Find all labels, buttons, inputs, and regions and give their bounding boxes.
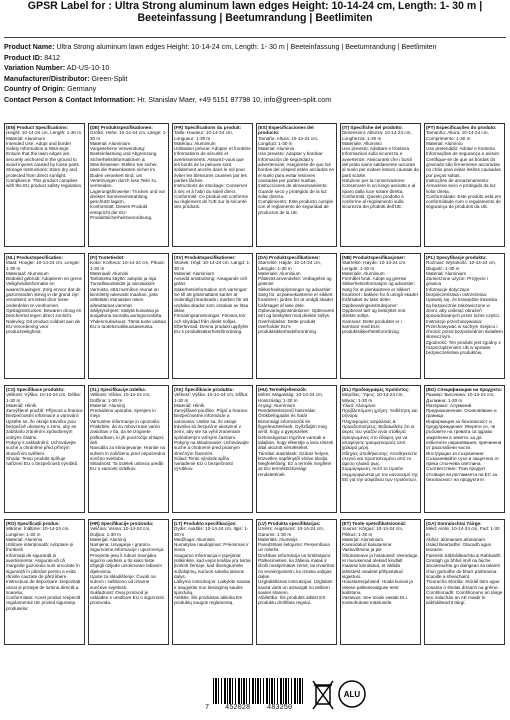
spec-text: Storlek: Höjd: 10-14-24 cm, Längd: 1-30 m Material: Aluminium Avsedd användning: Antagande och gräns Säkerhetsinformation och varningar: Se till att gräsmattans kanter är ordentligt förankrade i marken för att undvika skador som orsakas av lösa delar. Förvaringsanvisningar: Förvara torr och skyddad från direkt solljus. Efterlevnad: Denna produkt uppfyller EU:s produktsäkerhetsförordning. bbox=[174, 260, 251, 335]
divider bbox=[4, 37, 506, 38]
spec-box bbox=[424, 253, 505, 379]
spec-heading: (NL) Productspecificaties: bbox=[6, 255, 63, 260]
spec-text: Størrelse: Høyde: 10-14-24 cm, Lengde: 1-30 m Materiale: Aluminium Formålet bruk: Adopt og grense Sikkerhetsinformasjon og advarsler: Sørg for at plenkantene er sikkert forankret i bakken for å unngå skader forårsaket av løse deler. Oppbevaringsinstruksjoner: Oppbevar tørt og beskyttet mot direkte sollys. Samsvar: Dette produktet er i samsvar med EUs produktsikkerhetsforordning. bbox=[342, 260, 419, 335]
spec-box bbox=[4, 253, 85, 379]
spec-text: Height: 10-14-24 cm, Length: 1-30 m Material: Aluminum Intended Use: Adopt and border Safety Information & Warnings: Ensure that the lawn edges are securely anchored in the ground to avoid injuries caused by loose parts. Storage Instructions: Store dry and protected from direct sunlight. Compliance: This product complies with the EU product safety regulation. bbox=[6, 130, 83, 189]
spec-heading: (SL) Specifikacije izdelka: bbox=[90, 387, 147, 392]
spec-box bbox=[340, 123, 421, 247]
variation-label: Variation Number: bbox=[4, 64, 66, 73]
spec-heading: (ES) Especificaciones del producto: bbox=[258, 125, 314, 136]
spec-text: Izmērs: Augstums: 10-14-24 cm, Garums: 1-30 m Materiāls: Alumīnijs Paredzētais lietojums: Pieņemšana un robeža Drošības informācija un brīdinājumi: Pārliecinieties, ka zāliena malas ir droši nostiprinātas zemē, lai izvairītos no ievainojumiem, ko izraisa vaļīgas daļas. Uzglabāšanas instrukcijas: Uzglabāt sausā vietā un aizsargāt no tiešiem saules stariem. Atbilstība: Šis produkts atbilst ES produktu drošības regulai. bbox=[258, 526, 335, 606]
spec-text: Koko: Korkeus: 10-14-24 cm, Pituus: 1-30 m Materiaali: Alumiini Tarkoitettu käyttö: adoptio ja raja Turvallisuustiedot ja varoitukset: Varmista, että nurmikon reunat on kiinnitetty tukevasti maahan, jotta vältetään irtonaisten osien aiheuttamat vammat. Säilytysohjeet: Säilytä kuivassa ja suojattuna suoralta auringonvalolta. Yhdenmukaisuus: Tämä tuote vastaa EU:n tuoteturvallisuusasetusta. bbox=[90, 260, 166, 329]
spec-text: Rozmiar: Wysokość: 10-14-24 cm, Długość: 1-30 m Materiał: Aluminium Zamierzone użycie: Przyjęcie i granica Informacje dotyczące bezpieczeństwa i ostrzeżenia: Upewnij się, że krawędzie trawnika są bezpiecznie zakotwiczone w ziemi, aby uniknąć obrażeń spowodowanych przez luźne części. Instrukcje przechowywania: Przechowywać w suchym miejscu i chronić przed bezpośrednim światłem słonecznym. Zgodność: Ten produkt jest zgodny z rozporządzeniem UE w sprawie bezpieczeństwa produktów. bbox=[426, 260, 503, 356]
spec-text: Méid: Airde: 10-14-24 cm, Fad: 1-30 m Ábhar: alúmanam alúmanam Úsáid Beartaithe: Glacadh agus teorainn Faisnéis Sábháilteachta & Rabhaidh: Cinntigh go bhfuil imill na faiche ancaireachta go daingean sa talamh chun gortuithe de bharr páirteanna scaoilte a sheachaint. Treoracha Stórála: Stóráil tirim agus cosanta ó sholas díreach na gréine. Comhlíonadh: Comhlíonann an táirge seo rialachán an AE maidir le sábháilteacht táirgí. bbox=[426, 526, 503, 606]
spec-box bbox=[256, 519, 337, 645]
spec-box bbox=[4, 519, 85, 645]
recycle-bin-icon bbox=[313, 681, 333, 709]
product-info bbox=[4, 42, 508, 106]
manufacturer-row bbox=[4, 74, 508, 85]
product-id-label: Product ID: bbox=[4, 53, 43, 62]
spec-box bbox=[172, 123, 253, 247]
spec-box bbox=[424, 519, 505, 645]
manufacturer-label: Manufacturer/Distributor: bbox=[4, 74, 90, 83]
spec-heading: (SK) Špecifikácie produktu: bbox=[174, 387, 234, 392]
spec-heading: (BG) Спецификации на продукта: bbox=[426, 387, 503, 392]
spec-box bbox=[340, 253, 421, 379]
spec-text: Veľkosť: Výška: 10-14-24 cm, Dĺžka: 1-30 m Materiál: Hliník Zamýšľané použitie: Prijať a hranice Bezpečnostné informácie a varovania: Uistite sa, že okraje trávnika sú bezpečne ukotvené v zemi, aby ste sa vyhli zraneniam spôsobeným voľnými časťami. Pokyny na skladovanie: Uchovávajte suché a chránené pred priamym slnečným žiarením. Súlad: Tento výrobok spĺňa nariadenie EÚ o bezpečnosti výrobkov. bbox=[174, 392, 249, 472]
barcode-right-digits: 483250 bbox=[267, 704, 293, 712]
spec-heading: (CS) Specifikace produktu: bbox=[6, 387, 65, 392]
spec-heading: (NB) Produktspesifikasjoner: bbox=[342, 255, 406, 260]
spec-text: Suurus: Kõrgus: 10-14-24 cm, Pikkus: 1-30 m Materjal: Alumiinium Kavandatud kasutamine: Vastuvõtmine ja piir Ohutusteave ja hoiatused: Veenduge, et muruservad oleksid kindlalt maasse kinnitatud, et vältida lahtistest osadest põhjustatud vigastusi. Hoiustamisjuhised: Hoida kuivas ja otsese päikesevalguse eest kaitstuna. Vastavus: See toode vastab ELi tooteohutuse määrusele. bbox=[342, 526, 419, 606]
manufacturer-value: Green-Split bbox=[91, 74, 128, 83]
spec-heading: (FR) Spécifications du produit: bbox=[174, 125, 242, 130]
spec-heading: (PT) Especificações do produto: bbox=[426, 125, 497, 130]
spec-box bbox=[88, 385, 169, 513]
barcode-first-digit: 7 bbox=[205, 704, 210, 712]
spec-text: Μέγεθος: Ύψος: 10-14-24 cm, Μήκος: 1-30 m Υλικό: Αλουμίνιο Προβλεπόμενη χρήση: Υιοθέτηση και σύνορα Πληροφορίες ασφάλειας & προειδοποιήσεις: Βεβαιωθείτε ότι οι άκρες του γκαζόν είναι σταθερά αγκυρωμένες στο έδαφος για να αποφύγετε τραυματισμούς από χαλαρά μέρη. Οδηγίες αποθήκευσης: Αποθηκεύστε στεγνό και προστατευμένο από το άμεσο ηλιακό φως. Συμμόρφωση: Αυτό το προϊόν συμμορφώνεται με τον κανονισμό της ΕΕ για την ασφάλεια των προϊόντων. bbox=[342, 392, 419, 483]
spec-box bbox=[340, 385, 421, 513]
country-value: Germany bbox=[67, 85, 97, 94]
country-label: Country of Origin: bbox=[4, 85, 66, 94]
spec-text: Dydis: Aukštis: 10-14-24 cm, Ilgis: 1-30 m Medžiaga: Aliuminis Numatytas naudojimas: Priėmimas ir siena Saugumo informacija ir įspėjimai: Įsitikinkite, kad vejos kraštai yra tvirtai įtvirtinti žemėje, kad išvengtumėte sužalojimų, kuriuos sukelia laisvos dalys. Laikymo instrukcijos: Laikykite sausai ir saugokite nuo tiesioginių saulės spindulių. Atitiktis: Šis produktas atitinka ES produktų saugos reglamentą. bbox=[174, 526, 251, 606]
spec-text: Méret: Magasság: 10-14-24 cm, Hosszúság: 1-30 m Anyag: Alumínium Rendeltetésszerű használat: Örökbefogadás és határ Biztonsági információk és figyelmeztetések: Győződjön meg arról, hogy a gyepszélek biztonságosan rögzítve vannak a talajban, hogy elkerülje a laza részek által okozott sérüléseket. Tárolási utasítások: Száraz helyen, közvetlen napfénytől védve tárolja. Megfelelőség: Ez a termék megfelel az EU termékbiztonsági rendeletének. bbox=[258, 392, 334, 477]
spec-text: Veličina: Visina: 10-14-24 cm, Duljina: 1-30 m Materijal: Aluminij Namjena: Usvajanje i granica Sigurnosne informacije i upozorenja: Provjerite jesu li rubovi travnjaka sigurno usidreni u tlo kako biste izbjegli ozljede uzrokovane labavim dijelovima. Upute za skladištenje: Čuvati na suhom i zaštićeno od izravne sunčeve svjetlosti. Sukladnost: Ovaj proizvod je usklađen s uredbom EU o sigurnosti proizvoda. bbox=[90, 526, 165, 606]
spec-heading: (EL) Προδιαγραφές προϊόντος: bbox=[342, 387, 410, 392]
product-name-value: Ultra Strong aluminum lawn edges Height: 10-14-24 cm, Length: 1- 30 m | Beeteinfassung | Beetumrandung | Beetlimiten bbox=[56, 43, 437, 51]
spec-text: Размер: Височина: 10-14-24 cm, Дължина: 1-30 m Материал: Алуминий Предназначение: Осиновяване и граница Информация за безопасност и предупреждения: Уверете се, че ръбовете на тревата са здраво закрепени в земята, за да избегнете наранявания, причинени от разхлабени части. Инструкции за съхранение: Съхранявайте сухо и защитено от пряка слънчева светлина. Съответствие: Този продукт отговаря на регламента на ЕС за безопасност на продуктите. bbox=[426, 392, 502, 483]
country-row bbox=[4, 84, 508, 95]
spec-text: Größe: Höhe: 10-14-24 cm, Länge: 1-30 m Material: Aluminium Vorgesehene Verwendung: Beeteinfassung und Abgrenzung Sicherheitsinformationen & Warnhinweise: Stellen Sie sicher, dass die Rasenkanten sicher im Boden verankert sind, um Verletzungen durch lose Teile zu vermeiden. Lagerungshinweise: Trocken und vor direkter Sonneneinstrahlung geschützt lagern. Konformität: Dieses Produkt entspricht der EU-Produktsicherheitsverordnung. bbox=[90, 130, 167, 221]
spec-text: Taille: Hauteur: 10-14-24 cm, Longueur: 1-30 m Matériau: Aluminium Utilisation prévue: Adopter et frontière Informations de sécurité et avertissements: Assurez-vous que les bords de la pelouse sont solidement ancrés dans le sol pour éviter les blessures causées par les parties lâches. Instructions de stockage: Conserver à sec et à l'abri du soleil direct. Conformité: Ce produit est conforme au règlement de l'UE sur la sécurité des produits. bbox=[174, 130, 251, 210]
spec-box bbox=[424, 385, 505, 513]
spec-text: Tamanho: Altura: 10-14-24 cm, Comprimento: 1-30 m Material: Alumínio Uso pretendido: Adotar e fronteira Informações de segurança e avisos: Certifique-se de que as bordas do gramado são firmemente ancoradas no chão para evitar lesões causadas por peças soltas. Instruções de armazenamento: Armazene seco e protegido da luz solar direta. Conformidade: Este produto está em conformidade com o regulamento de segurança de produtos da UE. bbox=[426, 130, 502, 210]
spec-box bbox=[172, 253, 253, 379]
spec-text: Størrelse: Højde: 10-14-24 cm, Længde: 1-30 m Materiale: Aluminium Påtænkt anvendelse: Vedtagelse og grænse Sikkerhedsoplysninger og advarsler: Sørg for, at plænekanterne er sikkert forankret i jorden for at undgå skader forårsaget af løse dele. Opbevaringsinstruktioner: Opbevares tørt og beskyttet mod direkte sollys. Overholdelse: Dette produkt overholder EU's produktsikkerhedsforordning. bbox=[258, 260, 335, 335]
product-name-label: Product Name: bbox=[4, 43, 55, 51]
spec-heading: (LV) Produkta specifikācijas: bbox=[258, 521, 321, 526]
product-name-row bbox=[4, 42, 508, 53]
spec-box bbox=[340, 519, 421, 645]
disposal-icons bbox=[310, 676, 370, 712]
variation-value: AD-US-10-10 bbox=[66, 64, 110, 73]
spec-heading: (SV) Produktspecifikationer: bbox=[174, 255, 236, 260]
spec-text: Tamaño: Altura: 10-14-24 cm, Longitud: 1-30 m Material: Aluminio Uso previsto: Adoptar y bordear Información de seguridad y advertencias: Asegúrese de que los bordes del césped estén anclados en el suelo para evitar lesiones causadas por partes sueltas. Instrucciones de almacenamiento: Guarde seco y protegido de la luz solar directa. Cumplimiento: Este producto cumple con el reglamento de seguridad de productos de la UE. bbox=[258, 135, 335, 215]
spec-box bbox=[88, 253, 169, 379]
spec-heading: (GA) Sonraíochtaí Táirge: bbox=[426, 521, 482, 526]
contact-label: Contact Person & Contact Information: bbox=[4, 95, 136, 104]
spec-heading: (LT) Produkto specifikacijos: bbox=[174, 521, 237, 526]
product-id-value: 8412 bbox=[44, 53, 60, 62]
product-id-row bbox=[4, 53, 508, 64]
spec-heading: (HR) Specifikacije proizvoda: bbox=[90, 521, 154, 526]
spec-heading: (DE) Produktspezifikationen: bbox=[90, 125, 153, 130]
spec-box bbox=[88, 123, 169, 247]
barcode-left-digits: 452028 bbox=[225, 704, 251, 712]
contact-value: Hr. Stanislav Maer, +49 5151 87798 10, info@green-split.com bbox=[137, 95, 332, 104]
variation-row bbox=[4, 63, 508, 74]
spec-heading: (PL) Specyfikacje produktu: bbox=[426, 255, 487, 260]
spec-box bbox=[172, 519, 253, 645]
ean-barcode bbox=[205, 678, 310, 711]
spec-heading: (DA) Produktspecifikationer: bbox=[258, 255, 321, 260]
spec-box bbox=[4, 385, 85, 513]
spec-text: Dimensioni: Altezza: 10-14-24 cm, Lunghezza: 1-30 m Materiale: Alluminio Uso previsto: Adottare e frontiera Informazioni sulla sicurezza e avvertenze: Assicurarsi che i bordi del prato siano saldamente ancorati al suolo per evitare lesioni causate da parti sciolte. Istruzioni per la conservazione: Conservare in un luogo asciutto e al riparo dalla luce solare diretta. Conformità: Questo prodotto è conforme al regolamento sulla sicurezza dei prodotti dell'UE. bbox=[342, 130, 419, 210]
spec-text: Velikost: Výška: 10-14-24 cm, Délka: 1-30 m Materiál: Hliník Zamýšlené použití: Přijmout a hranice Bezpečnostní informace a varování: Ujistěte se, že okraje trávníku jsou bezpečně ukotveny v zemi, aby se zabránilo zraněním způsobeným volnými částmi. Pokyny k uskladnění: Uchovávejte suché a chráněné před přímým slunečním světlem. Shoda: Tento produkt splňuje nařízení EU o bezpečnosti výrobků. bbox=[6, 392, 83, 467]
spec-text: Maat: Hoogte: 10-14-24 cm, Lengte: 1-30 m Materiaal: Aluminium Bedoeld gebruik: Adopteren en grens Veiligheidsinformatie en waarschuwingen: Zorg ervoor dat de gazonranden stevig in de grond zijn verankerd om letsel door losse onderdelen te voorkomen. Opslaginstructies: Bewaren droog en beschermd tegen direct zonlicht. Naleving: Dit product voldoet aan de EU-verordening voor productveiligheid. bbox=[6, 260, 82, 335]
barcode-bars bbox=[213, 678, 305, 704]
spec-heading: (EN) Product Specifications: bbox=[6, 125, 69, 130]
spec-box bbox=[256, 253, 337, 379]
contact-row bbox=[4, 95, 508, 106]
spec-heading: (IT) Specifiche del prodotto: bbox=[342, 125, 403, 130]
alu-text: ALU bbox=[343, 690, 361, 699]
spec-heading: (RO) Specificații produs: bbox=[6, 521, 60, 526]
label-title: GPSR Label for : Ultra Strong aluminum lawn edges Height: 10-14-24 cm, Length: 1- 30 m | Beeteinfassung | Beetumrandung | Beetlimiten bbox=[27, 0, 483, 24]
spec-box bbox=[4, 123, 85, 247]
spec-text: Mărime: Înălțime: 10-14-24 cm, Lungime: 1-30 m Material: Aluminiu Utilizare intenționată: Adoptare și frontieră Informații de siguranță și avertismente: Asigurați-vă că marginile gazonului sunt ancorate în siguranță în pământ pentru a evita rănirile cauzate de părți libere. Instrucțiuni de depozitare: Depozitați uscat și protejat de lumina directă a soarelui. Conformitate: Acest produs respectă regulamentul UE privind siguranța produselor. bbox=[6, 526, 81, 611]
alu-recycle-icon bbox=[339, 681, 365, 707]
spec-box bbox=[256, 385, 337, 513]
spec-text: Velikost: Višina: 10-14-24 cm, Dolžina: 1-30 m Material: Aluminij Predvidena uporaba: Sprejem in meja Varnostne informacije in opozorila: Poskrbite, da so robovi trate varno zasidrani v tla, da se izognete poškodbam, ki jih povzročijo ohlapni deli. Navodila za shranjevanje: Hranite na suhem in zaščiteno pred neposredno sončno svetlobo. Skladnost: Ta izdelek ustreza uredbi EU o varnosti izdelkov. bbox=[90, 392, 166, 472]
spec-heading: (HU) Termékjellemzők: bbox=[258, 387, 308, 392]
spec-box bbox=[172, 385, 253, 513]
spec-heading: (ET) Toote spetsifikatsioonid: bbox=[342, 521, 407, 526]
spec-box bbox=[424, 123, 505, 247]
spec-box bbox=[256, 123, 337, 247]
spec-box bbox=[88, 519, 169, 645]
spec-heading: (FI) Tuotetiedot: bbox=[90, 255, 125, 260]
